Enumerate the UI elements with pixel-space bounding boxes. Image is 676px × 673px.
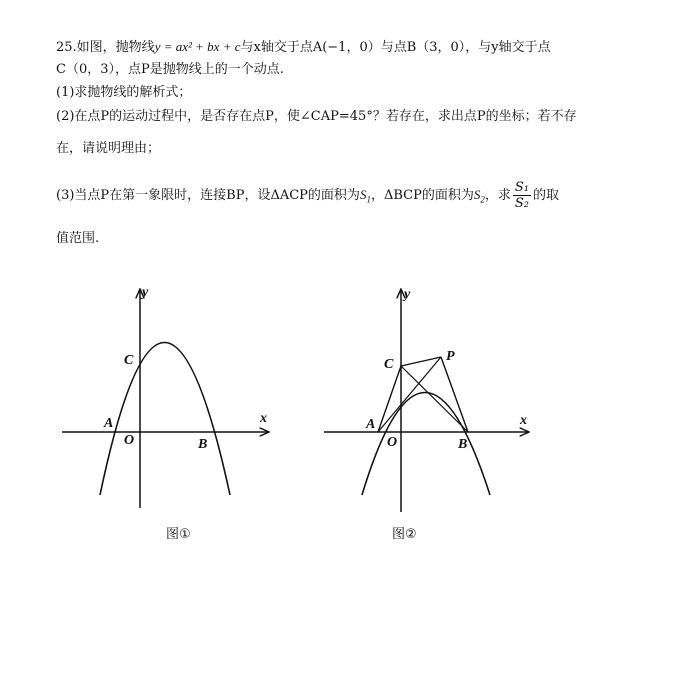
fig2-label-x: x [520,413,527,428]
fig1-parabola [100,343,230,496]
q3-text-b: ，ΔBCP的面积为 [370,188,474,203]
q3-text-d: 的取 [532,188,559,203]
problem-intro-cont: 与x轴交于点A(−1，0）与点B（3，0），与y轴交于点 [240,40,551,55]
question-3-cont: 值范围. [56,231,100,246]
q3-text-c: ，求 [484,188,511,203]
fig1-label-y: y [142,285,149,300]
fig2-caption: 图② [392,527,417,542]
fig2-segment-ac [378,366,401,432]
fig1-label-b: B [198,437,208,452]
fig2-segment-pb [441,357,468,432]
fig1-label-o: O [124,433,135,448]
fraction-numerator: S₁ [514,180,529,195]
fig2-label-p: P [446,349,455,364]
question-2: (2)在点P的运动过程中，是否存在点P，使∠CAP=45°？若存在，求出点P的坐标；若不存 [56,109,577,124]
question-1: (1)求抛物线的解析式； [56,85,192,100]
q3-text-a: (3)当点P在第一象限时，连接BP，设ΔACP的面积为 [56,188,360,203]
fig2-label-a: A [366,417,376,432]
fig2-label-b: B [458,437,468,452]
figure-1 [62,285,268,542]
fig1-label-c: C [124,353,134,368]
fraction-denominator: S₂ [514,196,529,211]
fig1-label-a: A [104,416,114,431]
fig1-caption: 图① [166,527,191,542]
fig1-label-x: x [260,411,267,426]
s2-symbol: $S_2$ [473,187,485,205]
question-2-cont: 在，请说明理由； [56,141,161,156]
fig2-label-c: C [384,357,394,372]
problem-line-2: C（0，3），点P是抛物线上的一个动点. [56,62,284,77]
s1-symbol: $S_1$ [359,187,371,205]
fig2-label-o: O [387,435,398,450]
parabola-equation: y = ax² + bx + c [154,39,241,54]
figure-2 [324,287,528,542]
fig2-parabola [362,393,490,496]
fig2-label-y: y [404,287,411,302]
problem-intro: 25.如图，抛物线 [56,40,155,55]
fig2-segment-cb [401,366,468,432]
